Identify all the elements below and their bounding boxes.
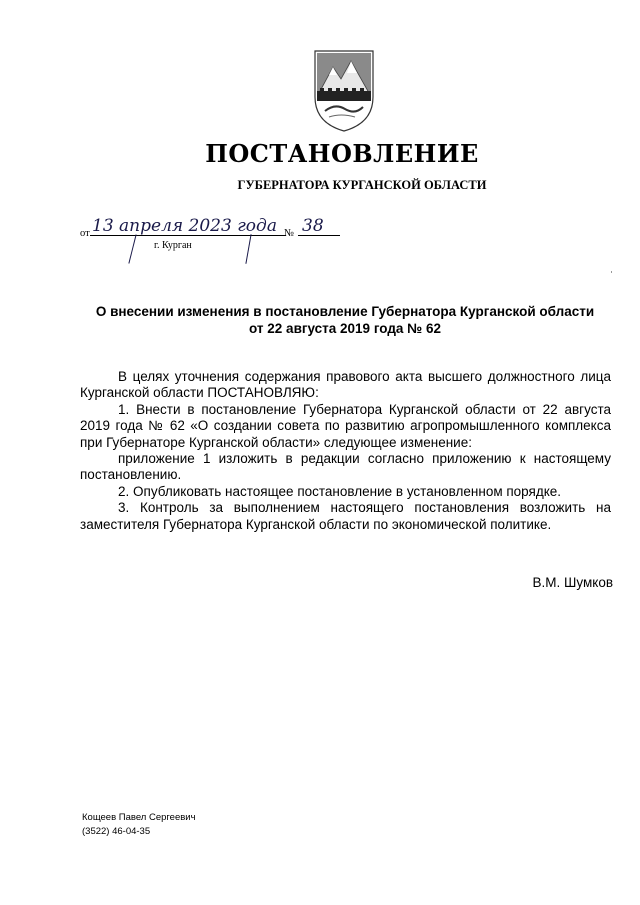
document-heading: [80, 303, 610, 337]
handwritten-date: 13 апреля 2023 года: [92, 216, 277, 236]
body-paragraph: приложение 1 изложить в редакции согласно приложению к настоящему постановлению.: [80, 451, 611, 483]
date-prefix: от: [80, 228, 90, 239]
heading-line: от 22 августа 2019 года № 62: [249, 321, 441, 336]
body-paragraph: В целях уточнения содержания правового акта высшего должностного лица Курганской области ПОСТАНОВЛЯЮ:: [80, 369, 611, 401]
pen-stroke: [245, 234, 251, 264]
date-underline: [90, 235, 286, 236]
date-number-block: [80, 216, 350, 272]
scan-speck: [611, 271, 612, 273]
document-subtitle: ГУБЕРНАТОРА КУРГАНСКОЙ ОБЛАСТИ: [237, 178, 487, 192]
contact-phone: (3522) 46-04-35: [82, 826, 151, 837]
coat-of-arms-icon: [311, 47, 377, 133]
number-prefix: №: [284, 228, 295, 239]
city-label: г. Курган: [154, 240, 192, 251]
document-body: [80, 369, 611, 533]
contact-name: Кощеев Павел Сергеевич: [82, 812, 196, 823]
handwritten-number: 38: [302, 216, 324, 236]
heading-line: О внесении изменения в постановление Губернатора Курганской области: [95, 304, 595, 319]
body-paragraph: 2. Опубликовать настоящее постановление в установленном порядке.: [118, 483, 562, 499]
signature-name: В.М. Шумков: [532, 575, 613, 590]
number-underline: [298, 235, 340, 236]
document-title: ПОСТАНОВЛЕНИЕ: [205, 139, 479, 168]
contact-info: [82, 811, 196, 839]
pen-stroke: [128, 234, 136, 263]
body-paragraph: 3. Контроль за выполнением настоящего постановления возложить на заместителя Губернатора Курганской области по экономической политике.: [80, 500, 611, 532]
body-paragraph: 1. Внести в постановление Губернатора Курганской области от 22 августа 2019 года № 62 «О создании совета по развитию агропромышленного комплекса при Губернаторе Курганской области» следующее изменение:: [80, 401, 611, 450]
